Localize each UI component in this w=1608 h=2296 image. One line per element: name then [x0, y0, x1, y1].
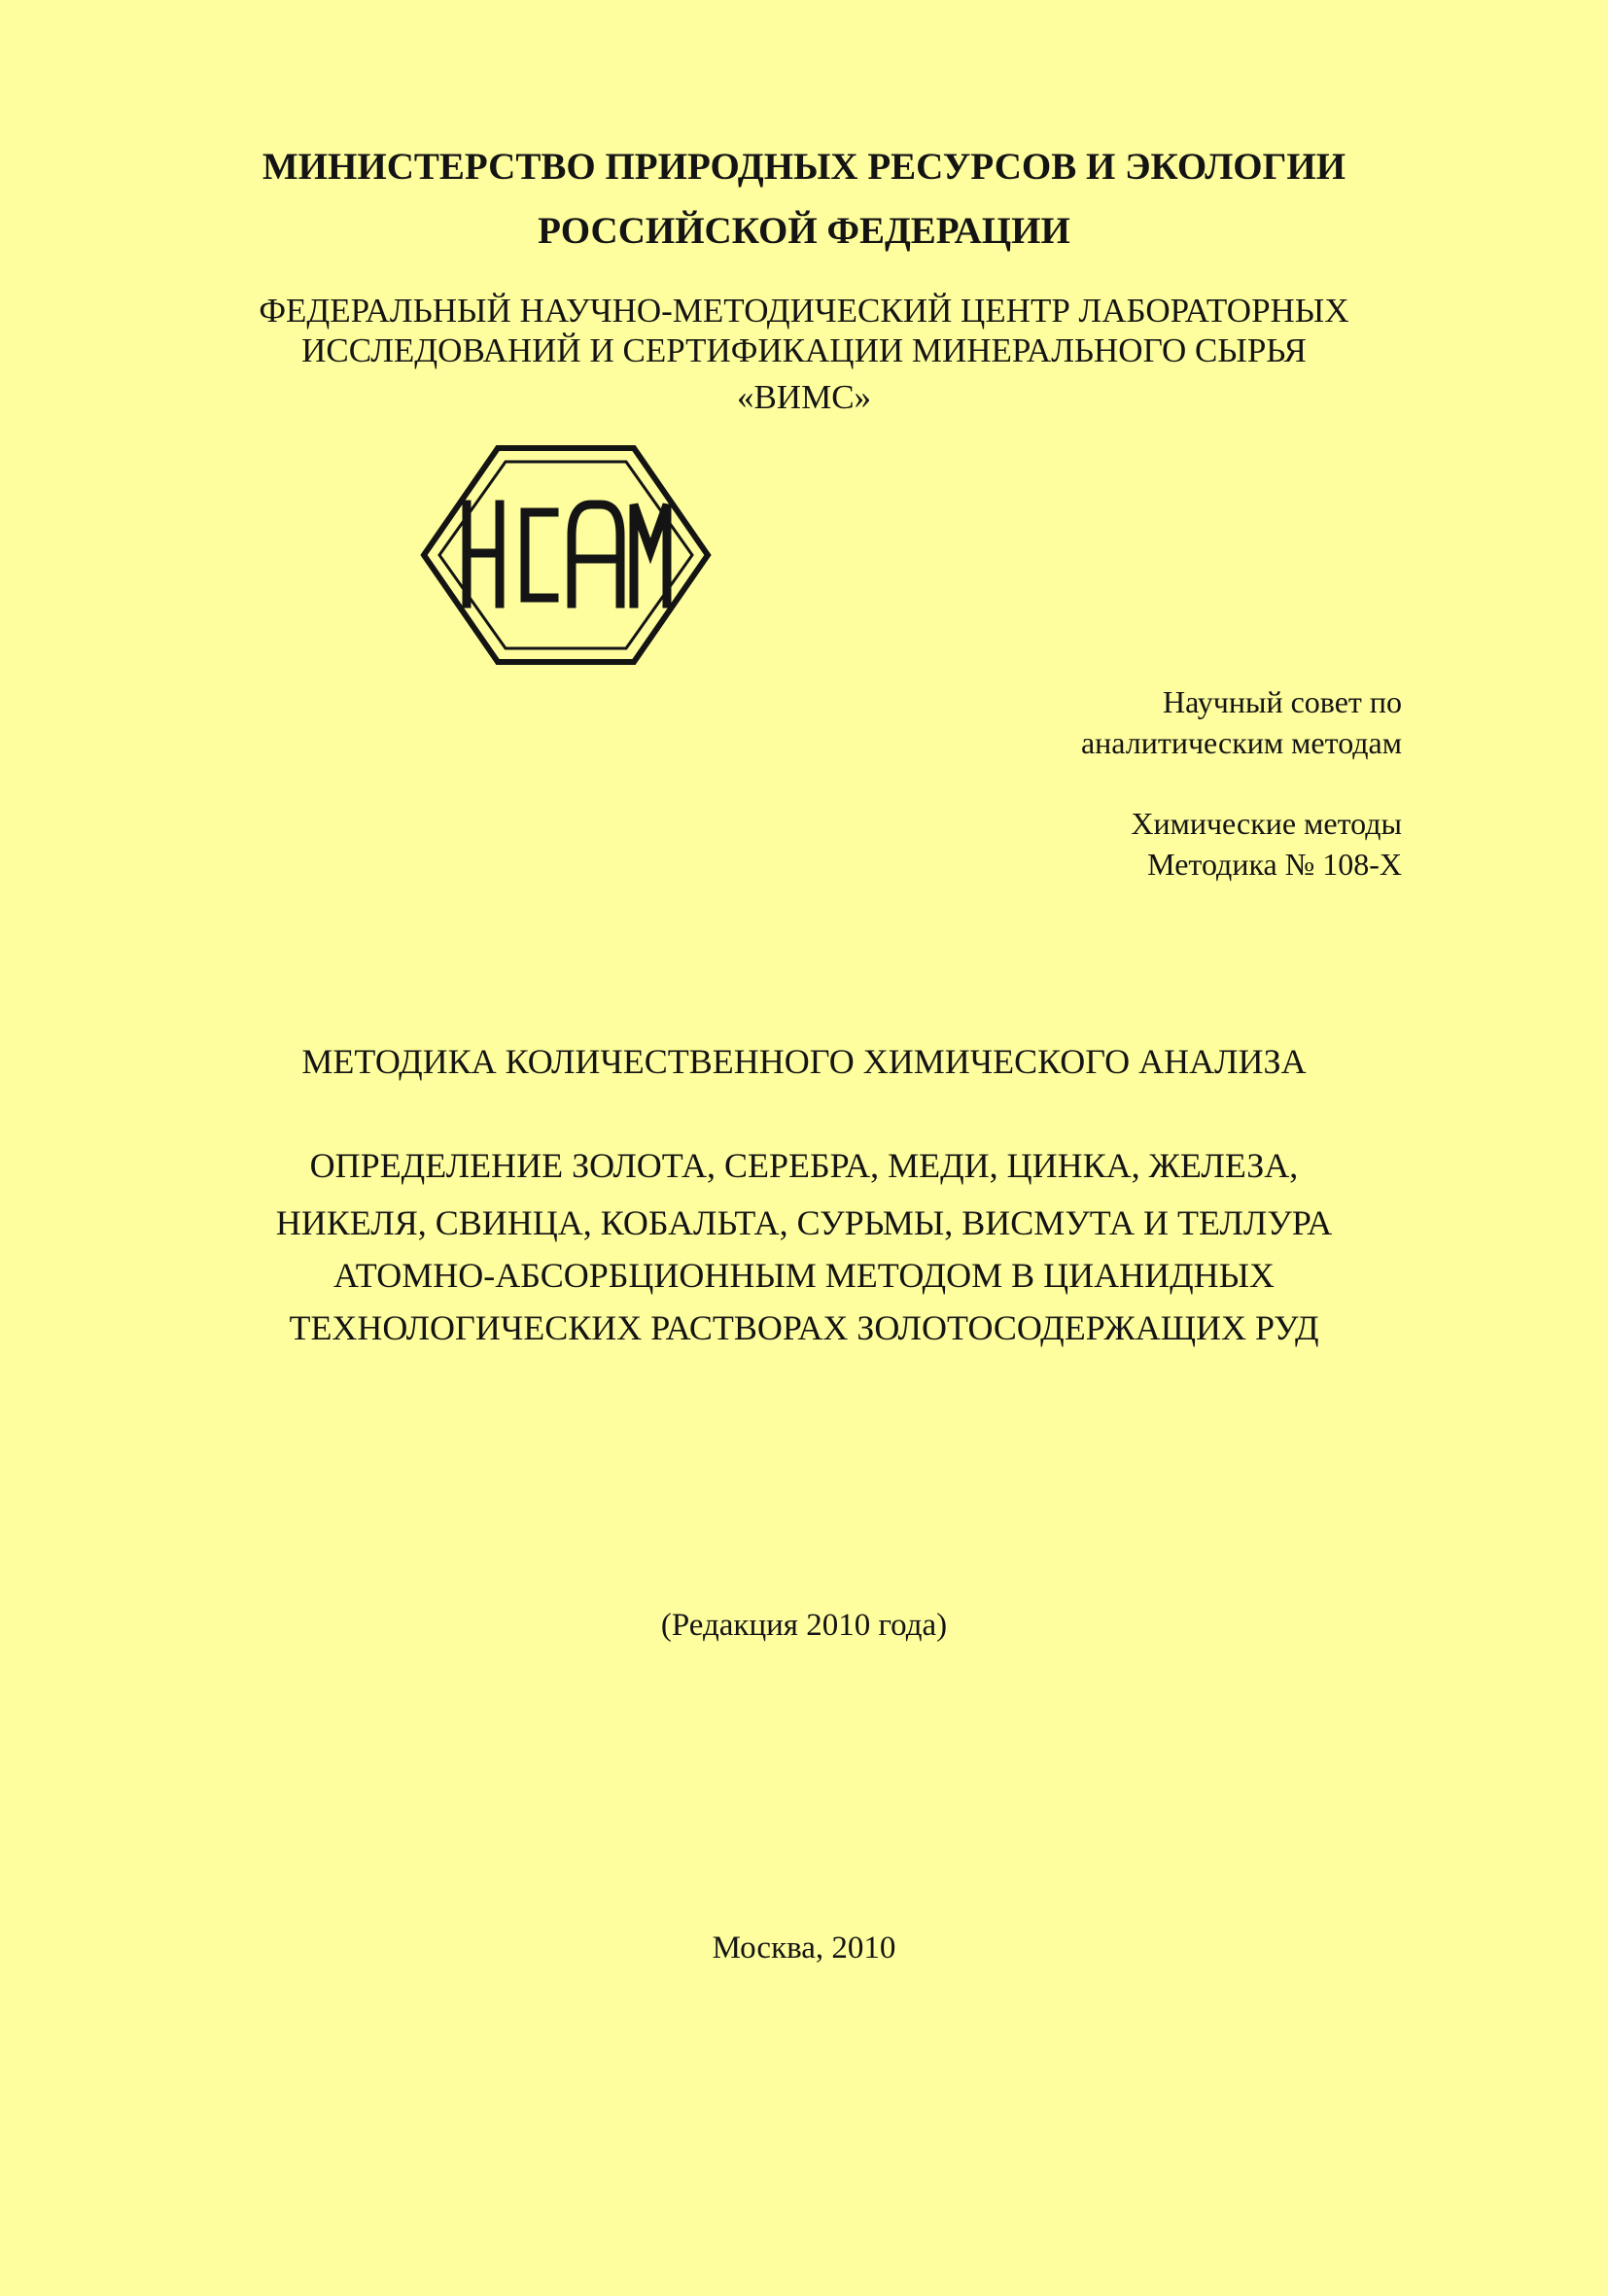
council-line-1: Научный совет по: [1163, 684, 1402, 719]
city-year: Москва, 2010: [712, 1931, 896, 1966]
ncam-hexagon-logo-icon: [420, 444, 712, 666]
method-category: Химические методы: [1131, 806, 1402, 841]
document-title: МЕТОДИКА КОЛИЧЕСТВЕННОГО ХИМИЧЕСКОГО АНАЛИЗА: [301, 1042, 1307, 1081]
center-line-1: ФЕДЕРАЛЬНЫЙ НАУЧНО-МЕТОДИЧЕСКИЙ ЦЕНТР ЛАБОРАТОРНЫХ: [259, 292, 1349, 330]
ministry-line-2: РОССИЙСКОЙ ФЕДЕРАЦИИ: [538, 210, 1070, 252]
edition-note: (Редакция 2010 года): [660, 1608, 948, 1643]
subtitle-line-4: ТЕХНОЛОГИЧЕСКИХ РАСТВОРАХ ЗОЛОТОСОДЕРЖАЩИХ РУД: [289, 1308, 1319, 1347]
subtitle-line-3: АТОМНО-АБСОРБЦИОННЫМ МЕТОДОМ В ЦИАНИДНЫХ: [332, 1256, 1276, 1295]
subtitle-line-1: ОПРЕДЕЛЕНИЕ ЗОЛОТА, СЕРЕБРА, МЕДИ, ЦИНКА, ЖЕЛЕЗА,: [309, 1146, 1299, 1185]
method-number: Методика № 108-Х: [1147, 847, 1402, 882]
center-line-2: ИССЛЕДОВАНИЙ И СЕРТИФИКАЦИИ МИНЕРАЛЬНОГО СЫРЬЯ: [301, 331, 1307, 369]
center-line-3: «ВИМС»: [736, 378, 872, 416]
subtitle-line-2: НИКЕЛЯ, СВИНЦА, КОБАЛЬТА, СУРЬМЫ, ВИСМУТА И ТЕЛЛУРА: [275, 1203, 1333, 1242]
council-line-2: аналитическим методам: [1080, 725, 1402, 760]
method-block: [1131, 803, 1402, 885]
ministry-line-1: МИНИСТЕРСТВО ПРИРОДНЫХ РЕСУРСОВ И ЭКОЛОГИИ: [262, 146, 1346, 188]
council-block: [1081, 681, 1402, 763]
